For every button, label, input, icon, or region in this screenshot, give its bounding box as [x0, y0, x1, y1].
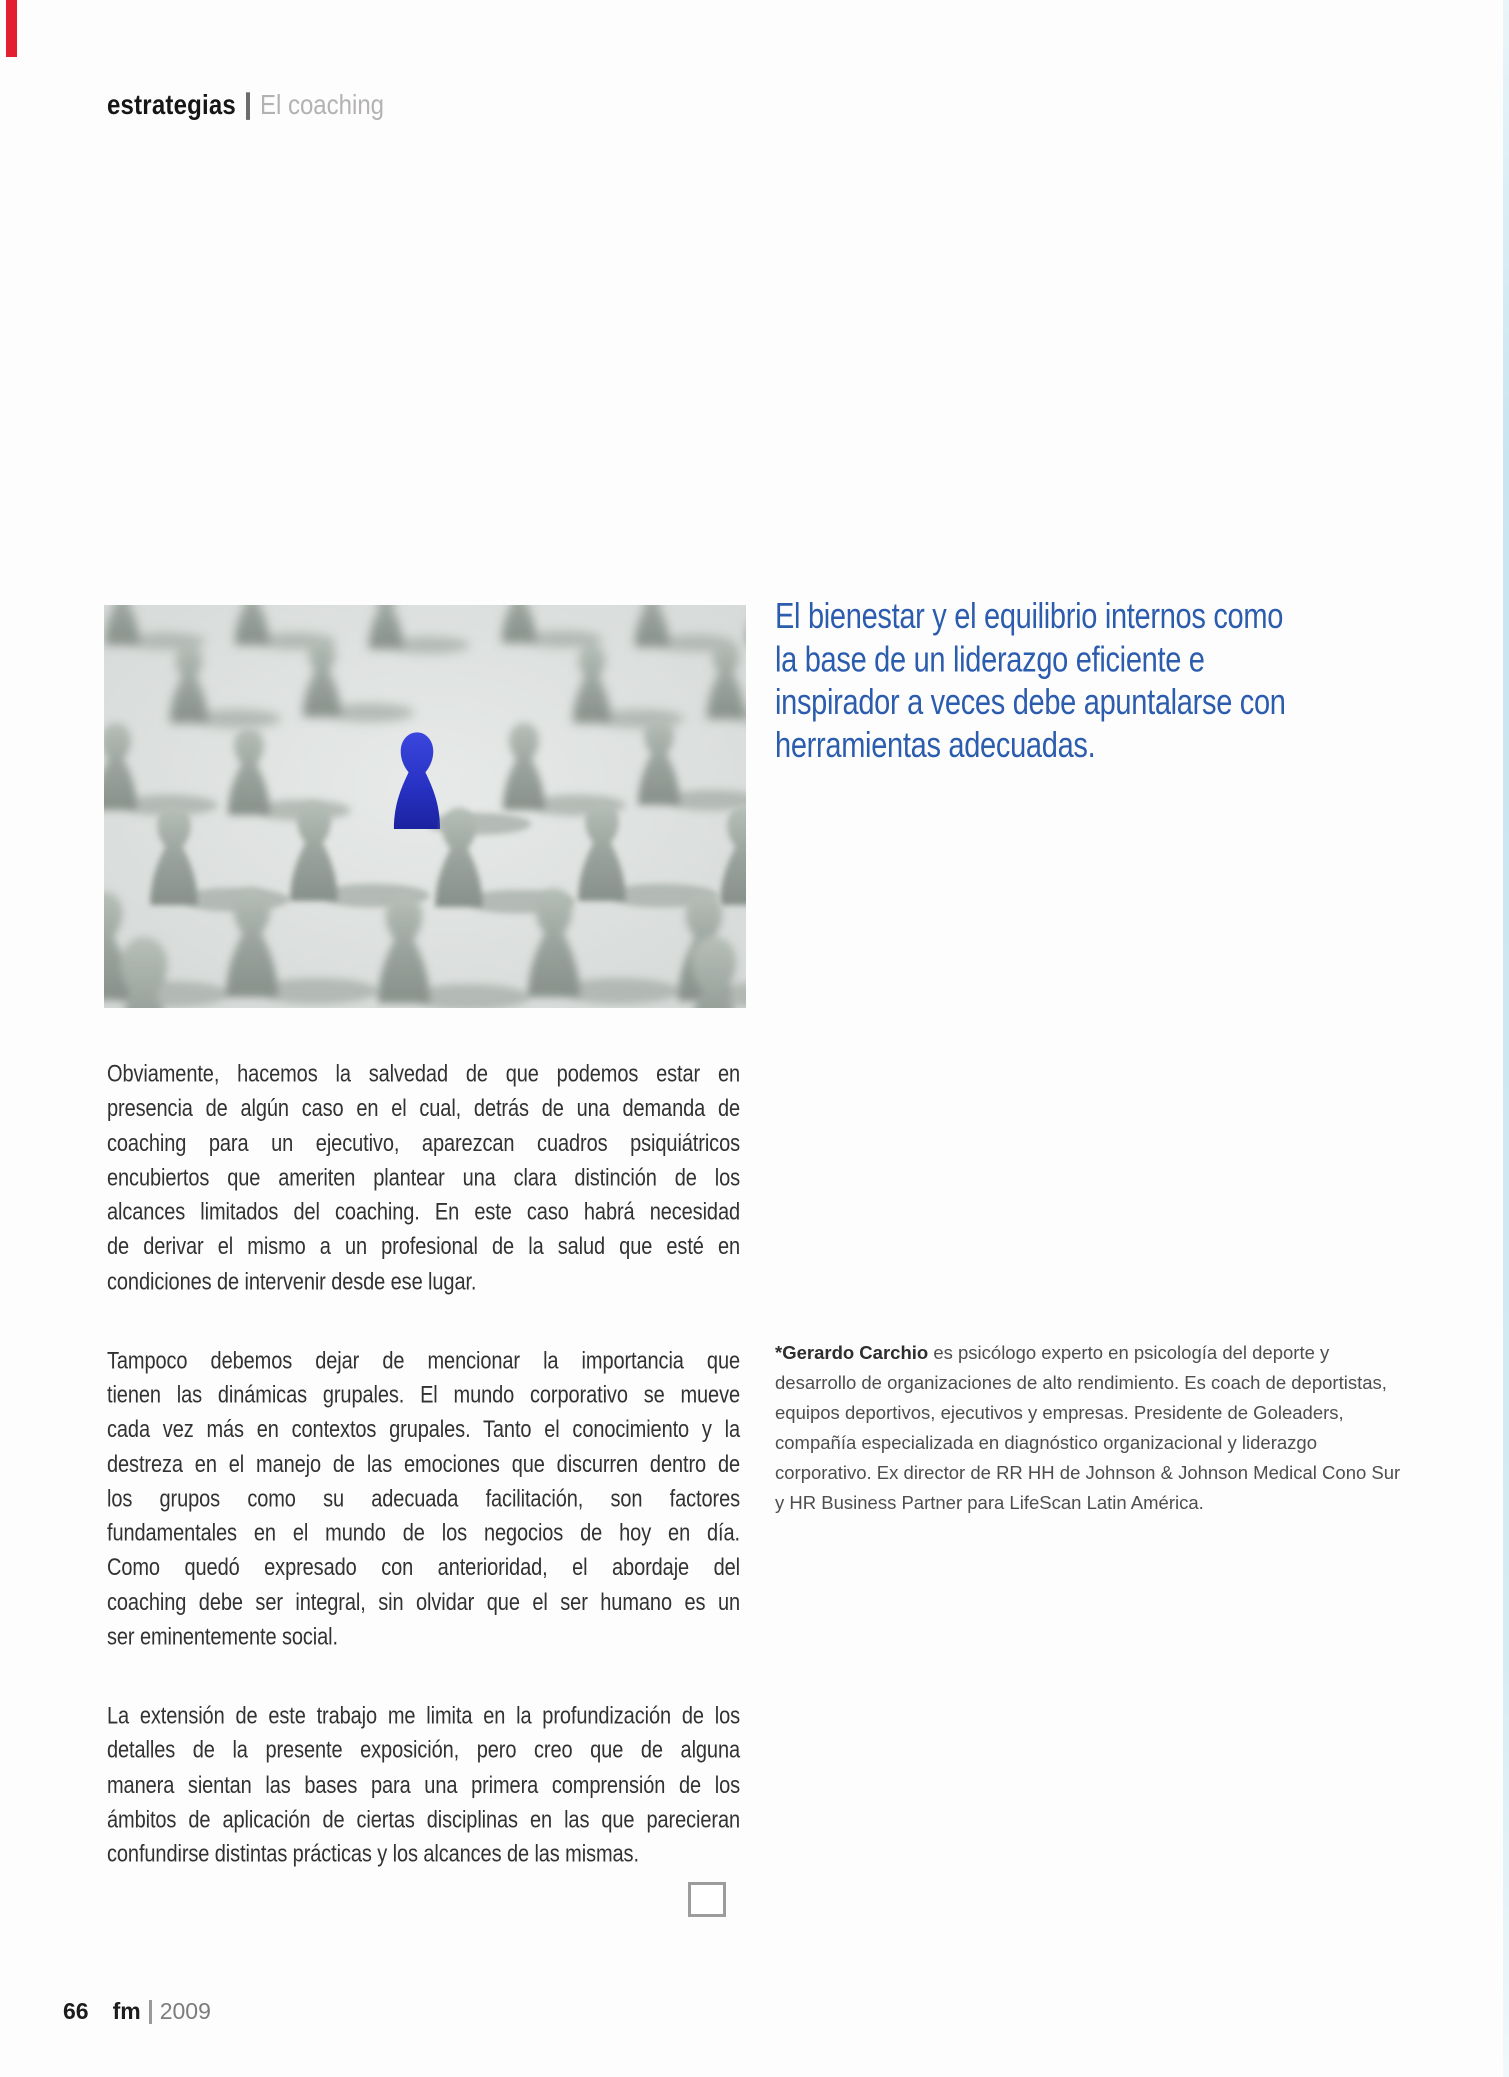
paragraph-line: destreza en el manejo de las emociones que discurren dentro de	[107, 1451, 740, 1478]
article-paragraph	[107, 1058, 740, 1300]
bio-line: corporativo. Ex director de RR HH de Johnson & Johnson Medical Cono Sur	[775, 1462, 1401, 1483]
pull-quote-line: herramientas adecuadas.	[775, 726, 1096, 767]
paragraph-line: La extensión de este trabajo me limita en la profundización de los	[107, 1703, 740, 1730]
paragraph-line: condiciones de intervenir desde ese lugar.	[107, 1268, 477, 1295]
pull-quote-line: inspirador a veces debe apuntalarse con	[775, 683, 1286, 723]
page-edge-strip	[1503, 0, 1509, 2077]
end-of-article-mark	[688, 1882, 726, 1917]
author-bio	[775, 1338, 1465, 1518]
article-paragraph	[107, 1344, 740, 1655]
page-footer	[63, 1998, 211, 2025]
paragraph-line: ámbitos de aplicación de ciertas disciplinas en las que parecieran	[107, 1807, 740, 1833]
red-corner-tab	[6, 0, 17, 57]
bio-line: equipos deportivos, ejecutivos y empresas. Presidente de Goleaders,	[775, 1402, 1344, 1423]
paragraph-line: Como quedó expresado con anterioridad, el abordaje del	[107, 1555, 740, 1582]
paragraph-line: los grupos como su adecuada facilitación, son factores	[107, 1486, 740, 1513]
paragraph-line: encubiertos que ameriten plantear una clara distinción de los	[107, 1165, 740, 1192]
bio-line: desarrollo de organizaciones de alto rendimiento. Es coach de deportistas,	[775, 1372, 1387, 1393]
section-title: estrategias	[107, 90, 236, 122]
pull-quote-line: la base de un liderazgo eficiente e	[775, 640, 1205, 680]
bio-line: y HR Business Partner para LifeScan Latin América.	[775, 1492, 1204, 1513]
header-divider	[246, 92, 250, 120]
section-topic: El coaching	[259, 90, 385, 122]
bio-first-line-text: es psicólogo experto en psicología del deporte y	[928, 1342, 1330, 1363]
paragraph-line: de derivar el mismo a un profesional de la salud que esté en	[107, 1234, 740, 1261]
bio-line-first	[775, 1338, 1465, 1368]
paragraph-line: presencia de algún caso en el cual, detrás de una demanda de	[107, 1096, 740, 1123]
paragraph-line: cada vez más en contextos grupales. Tanto el conocimiento y la	[107, 1417, 740, 1443]
magazine-name: fm	[112, 1998, 141, 2024]
pawns-illustration	[104, 605, 746, 1008]
paragraph-line: coaching para un ejecutivo, aparezcan cuadros psiquiátricos	[107, 1130, 740, 1157]
issue-year: 2009	[159, 1998, 211, 2024]
paragraph-line: fundamentales en el mundo de los negocios de hoy en día.	[107, 1520, 740, 1547]
paragraph-line: Obviamente, hacemos la salvedad de que podemos estar en	[107, 1061, 740, 1088]
bio-line: compañía especializada en diagnóstico organizacional y liderazgo	[775, 1432, 1317, 1453]
footer-divider	[149, 2000, 152, 2024]
pull-quote-line: El bienestar y el equilibrio internos como	[775, 597, 1284, 637]
section-header	[107, 90, 384, 122]
paragraph-line: tienen las dinámicas grupales. El mundo corporativo se mueve	[107, 1382, 740, 1409]
article-body	[107, 1058, 740, 1917]
paragraph-line: ser eminentemente social.	[107, 1624, 338, 1651]
paragraph-line: coaching debe ser integral, sin olvidar que el ser humano es un	[107, 1589, 740, 1616]
paragraph-line: Tampoco debemos dejar de mencionar la importancia que	[107, 1347, 740, 1374]
pull-quote	[775, 596, 1465, 768]
article-paragraph	[107, 1700, 740, 1873]
page-number: 66	[63, 1998, 89, 2024]
paragraph-line: confundirse distintas prácticas y los alcances de las mismas.	[107, 1841, 639, 1868]
bio-lines	[775, 1368, 1465, 1518]
feature-photo	[104, 605, 746, 1008]
author-name: *Gerardo Carchio	[775, 1342, 929, 1363]
paragraph-line: detalles de la presente exposición, pero creo que de alguna	[107, 1737, 740, 1764]
paragraph-line: manera sientan las bases para una primera comprensión de los	[107, 1772, 740, 1799]
paragraph-line: alcances limitados del coaching. En este caso habrá necesidad	[107, 1199, 740, 1226]
